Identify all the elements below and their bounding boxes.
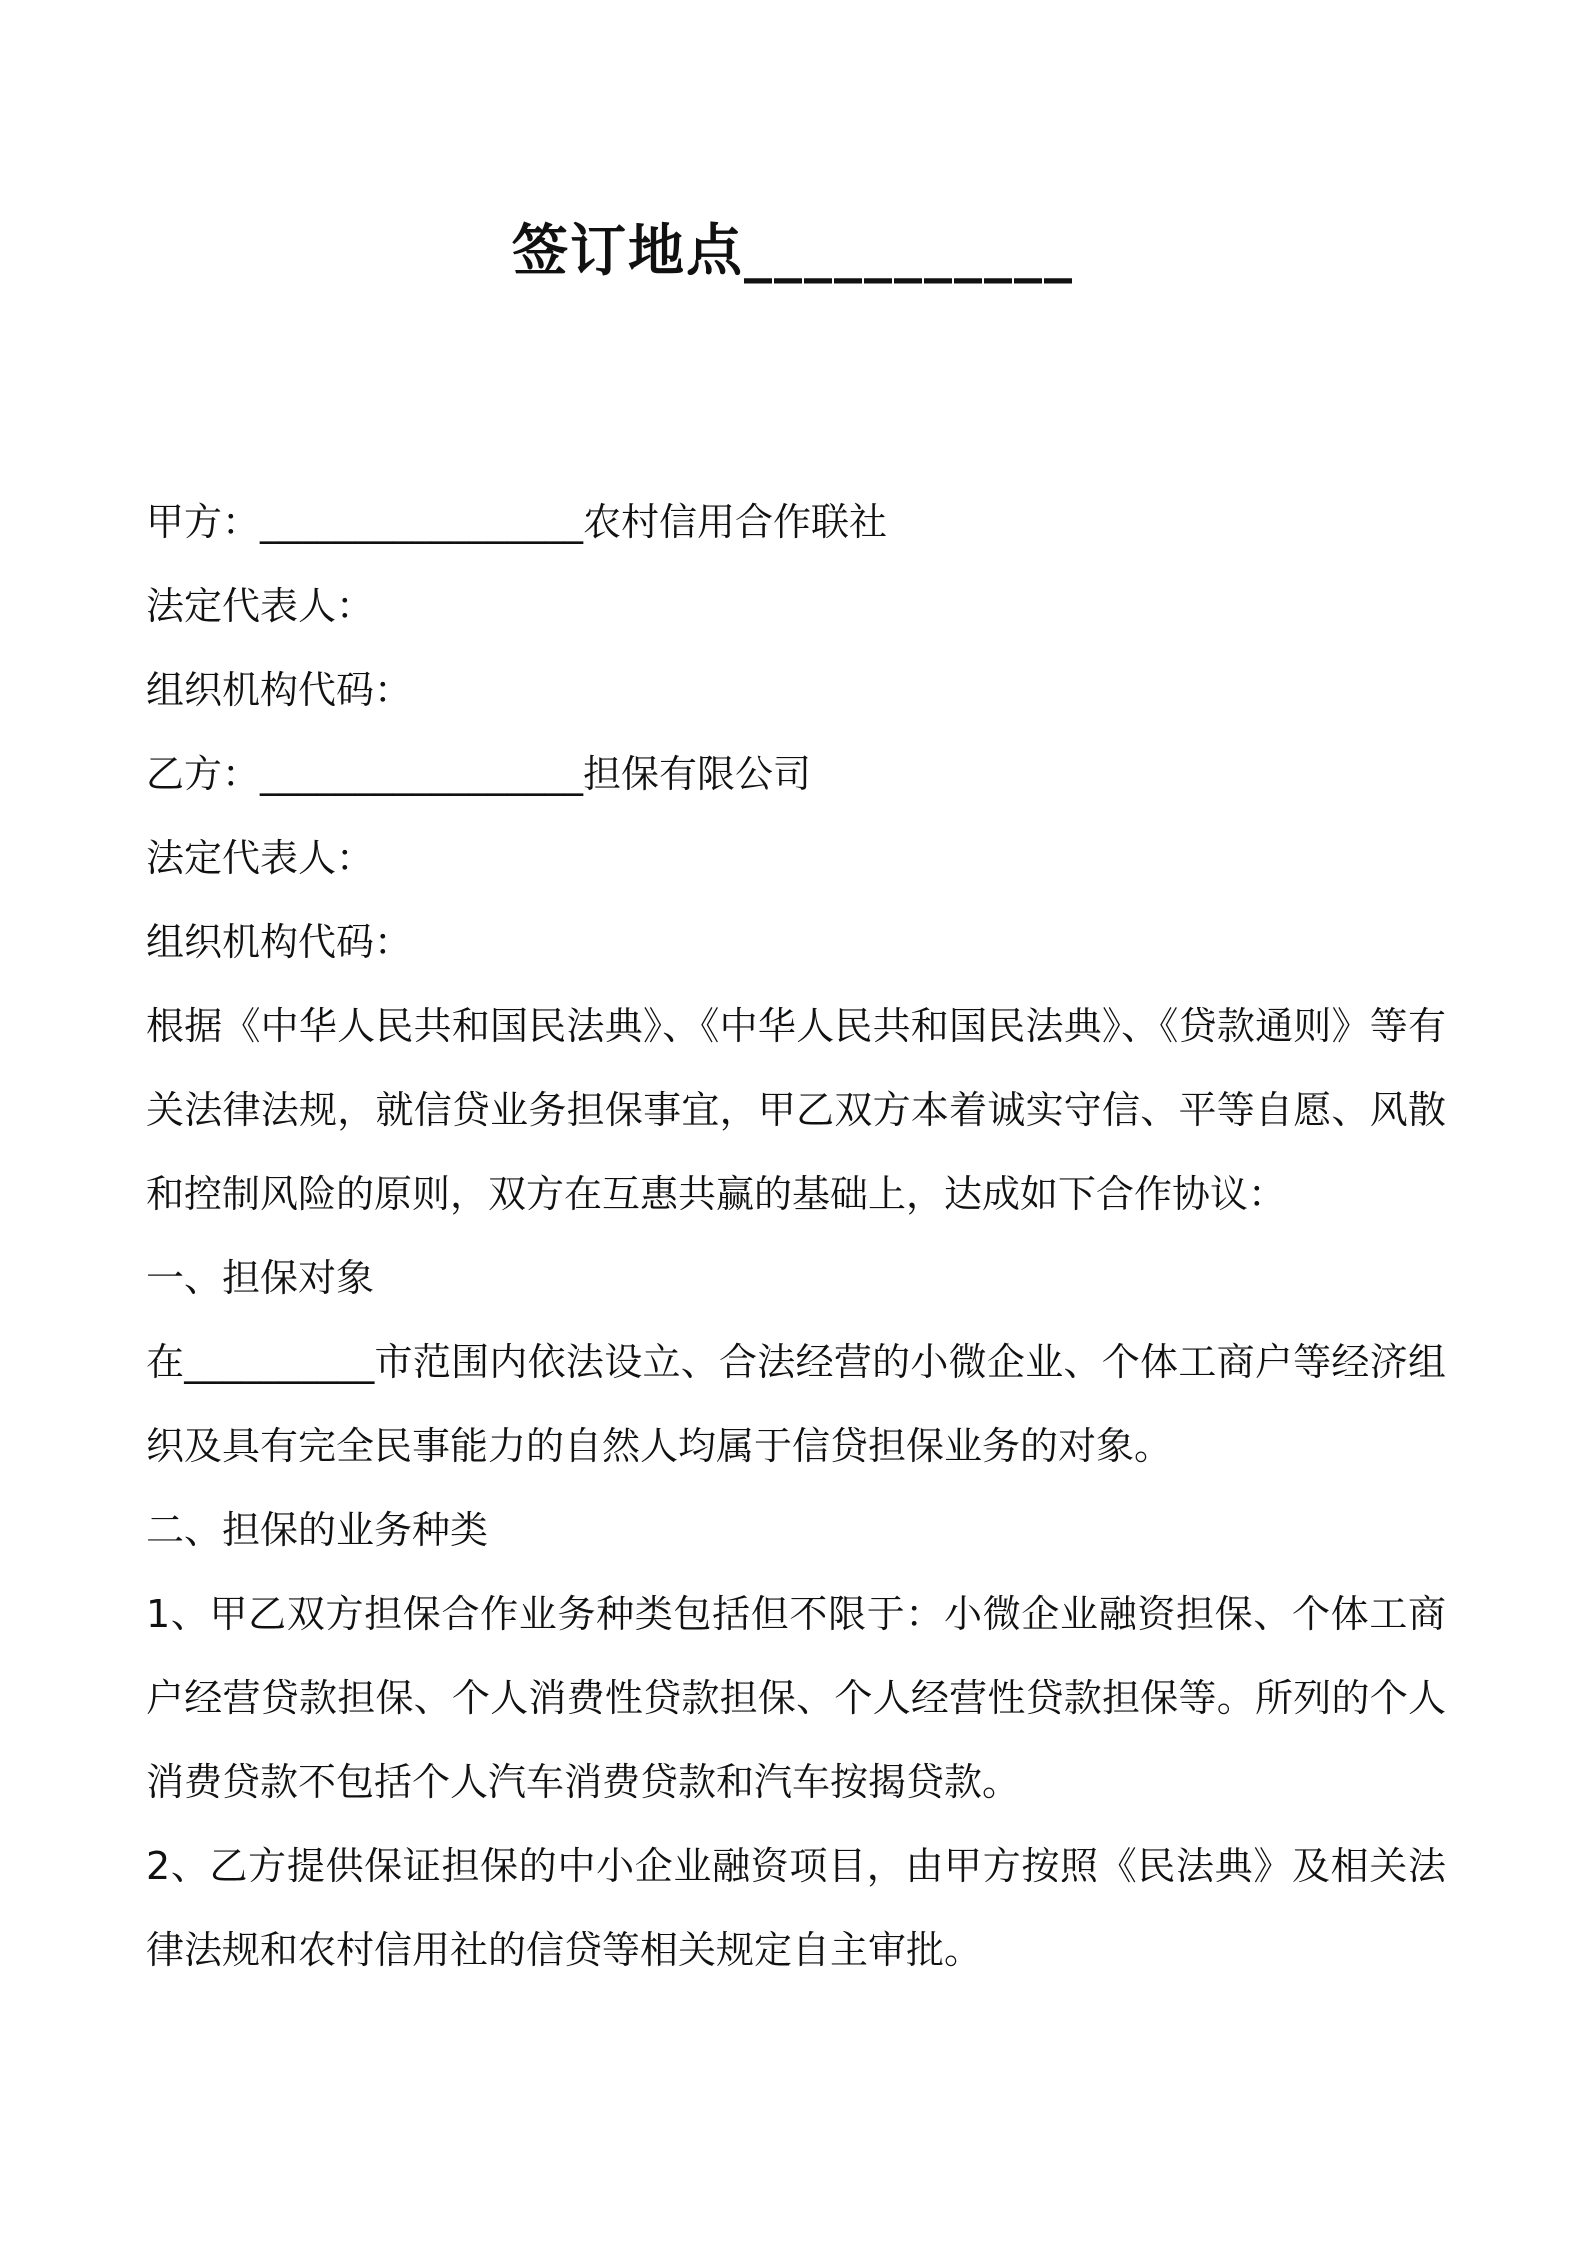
- party-b-org-code: 组织机构代码：: [146, 920, 413, 964]
- party-b-line: 乙方：_________________担保有限公司: [146, 752, 812, 796]
- section-heading: 一、担保对象: [146, 1256, 375, 1300]
- party-a-org-code: 组织机构代码：: [146, 668, 413, 712]
- document-title: 签订地点___________: [512, 219, 1074, 284]
- section-paragraph: 2、乙方提供保证担保的中小企业融资项目，由甲方按照《民法典》及相关法律法规和农村信用社的信贷等相关规定自主审批。: [146, 1844, 1446, 1972]
- section-heading: 二、担保的业务种类: [146, 1508, 489, 1552]
- section-paragraph: 在__________市范围内依法设立、合法经营的小微企业、个体工商户等经济组织及具有完全民事能力的自然人均属于信贷担保业务的对象。: [146, 1340, 1446, 1468]
- party-b-legal-rep: 法定代表人：: [146, 836, 375, 880]
- preamble-paragraph: 根据《中华人民共和国民法典》、《中华人民共和国民法典》、《贷款通则》等有关法律法规，就信贷业务担保事宜，甲乙双方本着诚实守信、平等自愿、风散和控制风险的原则，双方在互惠共赢的基础上，达成如下合作协议：: [146, 1004, 1446, 1216]
- section-paragraph: 1、甲乙双方担保合作业务种类包括但不限于：小微企业融资担保、个体工商户经营贷款担保、个人消费性贷款担保、个人经营性贷款担保等。所列的个人消费贷款不包括个人汽车消费贷款和汽车按揭贷款。: [146, 1592, 1446, 1804]
- party-a-line: 甲方：_________________农村信用合作联社: [146, 500, 888, 544]
- party-a-legal-rep: 法定代表人：: [146, 584, 375, 628]
- document-body: [146, 480, 1446, 1992]
